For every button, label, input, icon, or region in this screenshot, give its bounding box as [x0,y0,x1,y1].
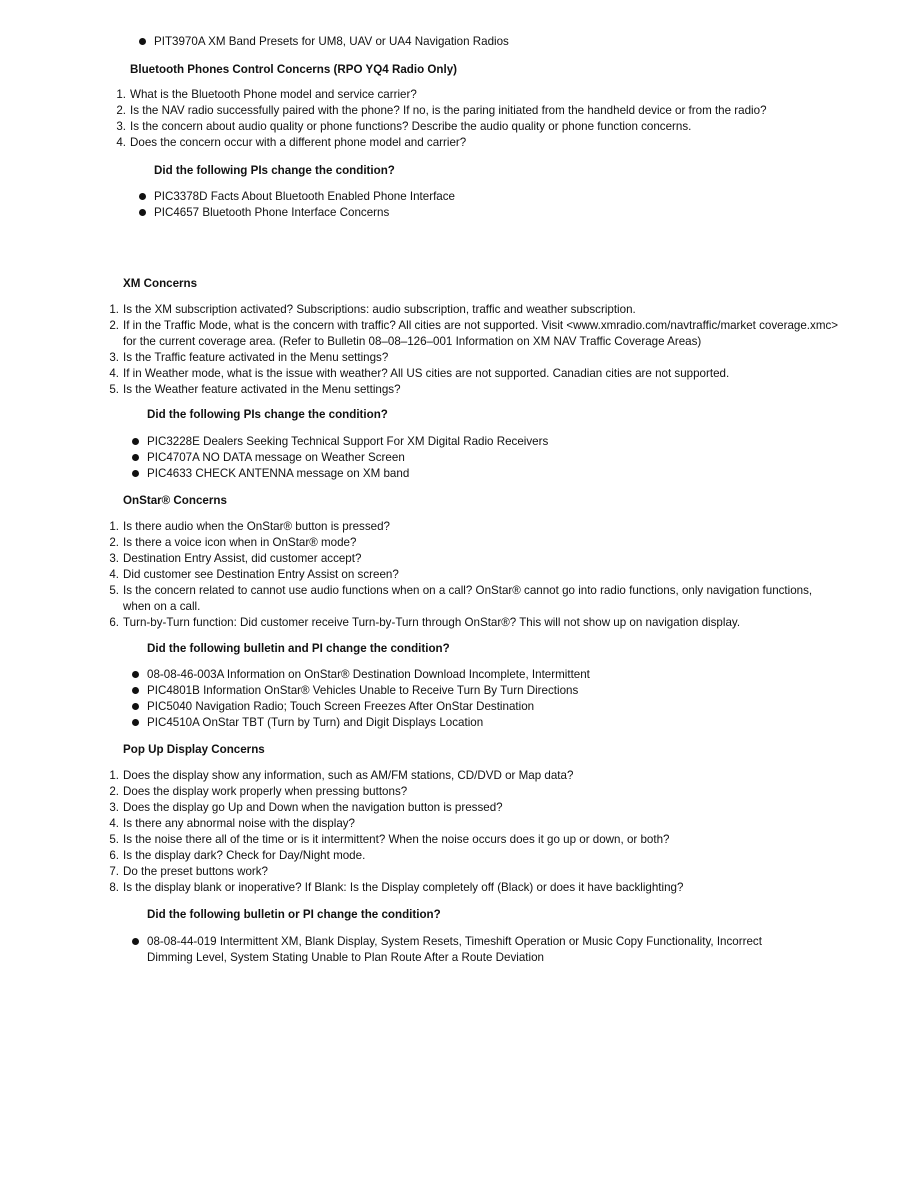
list-item: 7. Do the preset buttons work? [109,865,269,878]
list-item: 2. Is the NAV radio successfully paired with the phone? If no, is the paring initiated from the handheld device or from the radio? [116,104,767,117]
list-item: 3. Does the display go Up and Down when the navigation button is pressed? [109,801,503,814]
xm-pi-list [147,434,837,482]
list-item: 6. Is the display dark? Check for Day/Night mode. [109,849,366,862]
popup-heading: Pop Up Display Concerns [123,743,265,756]
list-item: 2. Does the display work properly when pressing buttons? [109,785,408,798]
list-item: 5. Is the Weather feature activated in the Menu settings? [109,383,401,396]
list-item: 5. Is the concern related to cannot use audio functions when on a call? OnStar® cannot go into radio functions, only navigation functions, when on a call. [109,584,813,613]
list-item: PIC4510A OnStar TBT (Turn by Turn) and Digit Displays Location [147,715,837,731]
list-item: PIC5040 Navigation Radio; Touch Screen Freezes After OnStar Destination [147,699,837,715]
list-item: 8. Is the display blank or inoperative? If Blank: Is the Display completely off (Black) or does it have backlighting? [109,881,684,894]
list-item: 6. Turn-by-Turn function: Did customer receive Turn-by-Turn through OnStar®? This will not show up on navigation display. [109,616,741,629]
bluetooth-pi-list [154,189,834,221]
list-item: PIC4707A NO DATA message on Weather Screen [147,450,837,466]
list-item: PIC4657 Bluetooth Phone Interface Concerns [154,205,834,221]
onstar-question-list [109,519,813,631]
popup-question-list [109,768,863,896]
list-item: 3. Is the Traffic feature activated in the Menu settings? [109,351,389,364]
list-item: PIC4801B Information OnStar® Vehicles Unable to Receive Turn By Turn Directions [147,683,837,699]
list-item: 08-08-44-019 Intermittent XM, Blank Display, System Resets, Timeshift Operation or Music Copy Functionality, Incorrect Dimming Level, System Stating Unable to Plan Route After a Route Deviation [147,934,807,966]
bullet-icon [139,38,146,45]
xm-heading: XM Concerns [123,277,198,290]
xm-question-list [109,302,851,398]
list-item: 1. What is the Bluetooth Phone model and service carrier? [116,88,417,101]
bullet-icon [132,938,139,945]
bluetooth-question-list [116,87,850,151]
bluetooth-heading: Bluetooth Phones Control Concerns (RPO YQ4 Radio Only) [130,63,458,76]
list-item: 4. Is there any abnormal noise with the display? [109,817,356,830]
bullet-icon [132,671,139,678]
list-item: 2. If in the Traffic Mode, what is the concern with traffic? All cities are not supported. Visit <www.xmradio.com/navtraffic/market coverage.xmc> for the current coverage area. (Refer to Bulletin 08–08–126–001 Information on XM NAV Traffic Coverage Areas) [109,319,839,348]
list-item: 2. Is there a voice icon when in OnStar® mode? [109,536,357,549]
popup-subheading: Did the following bulletin or PI change the condition? [147,908,441,921]
list-item: 5. Is the noise there all of the time or is it intermittent? When the noise occurs does it go up or down, or both? [109,833,670,846]
bullet-icon [132,719,139,726]
list-item: PIC3378D Facts About Bluetooth Enabled Phone Interface [154,189,834,205]
list-item: PIC4633 CHECK ANTENNA message on XM band [147,466,837,482]
list-item: 4. If in Weather mode, what is the issue with weather? All US cities are not supported. Canadian cities are not supported. [109,367,730,380]
bullet-icon [132,703,139,710]
list-item: 1. Does the display show any information, such as AM/FM stations, CD/DVD or Map data? [109,769,574,782]
list-item: 1. Is the XM subscription activated? Subscriptions: audio subscription, traffic and weather subscription. [109,303,636,316]
bullet-icon [139,193,146,200]
list-item: 4. Does the concern occur with a different phone model and carrier? [116,136,467,149]
onstar-subheading: Did the following bulletin and PI change the condition? [147,642,450,655]
onstar-pi-list [147,667,837,731]
bullet-icon [139,209,146,216]
list-item: 3. Is the concern about audio quality or phone functions? Describe the audio quality or phone function concerns. [116,120,692,133]
popup-pi-list [147,934,807,966]
xm-subheading: Did the following PIs change the condition? [147,408,388,421]
bullet-icon [132,454,139,461]
list-item: 3. Destination Entry Assist, did customer accept? [109,552,362,565]
top-bullet-list [154,34,834,50]
list-item: 1. Is there audio when the OnStar® button is pressed? [109,520,390,533]
bluetooth-subheading: Did the following PIs change the condition? [154,164,395,177]
bullet-icon [132,438,139,445]
onstar-heading: OnStar® Concerns [123,494,227,507]
list-item: PIT3970A XM Band Presets for UM8, UAV or UA4 Navigation Radios [154,34,834,50]
bullet-icon [132,470,139,477]
list-item: 4. Did customer see Destination Entry Assist on screen? [109,568,399,581]
bullet-icon [132,687,139,694]
list-item: 08-08-46-003A Information on OnStar® Destination Download Incomplete, Intermittent [147,667,837,683]
list-item: PIC3228E Dealers Seeking Technical Support For XM Digital Radio Receivers [147,434,837,450]
